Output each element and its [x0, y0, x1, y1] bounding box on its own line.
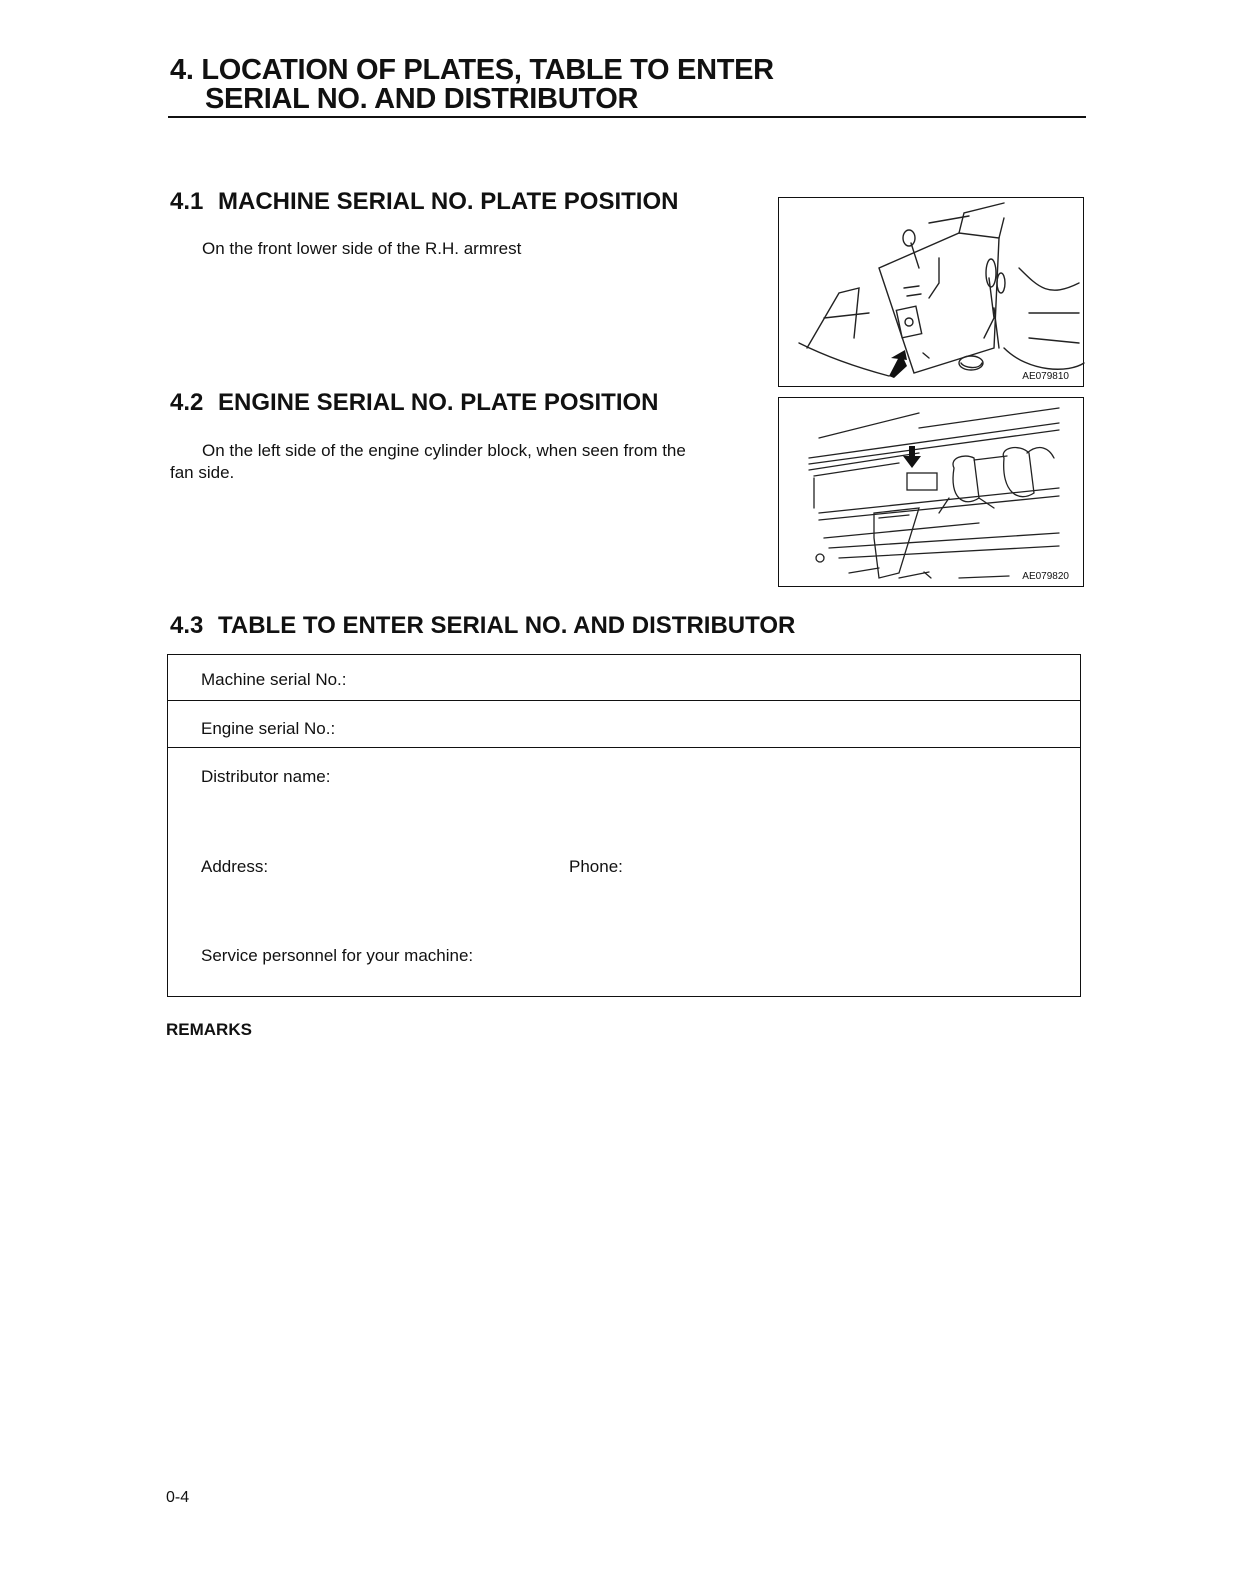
figure-code-ae079810: AE079810: [1022, 371, 1069, 382]
page-number: 0-4: [166, 1489, 190, 1506]
section-4-3-heading: [170, 612, 795, 640]
section-4-3-title: TABLE TO ENTER SERIAL NO. AND DISTRIBUTOR: [218, 612, 796, 639]
phone-label: Phone:: [569, 857, 623, 876]
section-4-2-heading: [170, 389, 659, 417]
address-label: Address:: [201, 857, 269, 876]
remarks-heading: REMARKS: [166, 1020, 252, 1039]
section-4-1-title: MACHINE SERIAL NO. PLATE POSITION: [218, 188, 679, 215]
section-4-1-number: 4.1: [170, 188, 204, 215]
engine-serial-row: [168, 701, 1080, 748]
machine-serial-label: Machine serial No.:: [201, 670, 347, 689]
engine-block-illustration: [779, 398, 1085, 588]
section-4-2-text: [170, 440, 770, 484]
section-4-2-text-line1: On the left side of the engine cylinder block, when seen from the: [202, 441, 686, 460]
service-personnel-label: Service personnel for your machine:: [201, 946, 474, 965]
section-4-3-number: 4.3: [170, 612, 204, 639]
figure-code-ae079820: AE079820: [1022, 571, 1069, 582]
page-title: [170, 56, 1086, 114]
distributor-name-label: Distributor name:: [201, 767, 331, 786]
engine-serial-label: Engine serial No.:: [201, 719, 336, 738]
armrest-illustration: [779, 198, 1085, 388]
serial-distributor-table: [167, 654, 1081, 997]
section-4-2-number: 4.2: [170, 389, 204, 416]
section-4-2-title: ENGINE SERIAL NO. PLATE POSITION: [218, 389, 659, 416]
section-4-1-heading: [170, 188, 678, 216]
machine-plate-figure: [778, 197, 1084, 387]
page-title-line1: 4. LOCATION OF PLATES, TABLE TO ENTER: [170, 54, 774, 86]
machine-serial-row: [168, 655, 1080, 701]
section-4-2-text-line2: fan side.: [170, 463, 235, 482]
section-4-1-text: On the front lower side of the R.H. armrest: [202, 239, 522, 258]
title-underline: [168, 116, 1086, 118]
engine-plate-figure: [778, 397, 1084, 587]
page-title-line2: SERIAL NO. AND DISTRIBUTOR: [205, 83, 639, 115]
